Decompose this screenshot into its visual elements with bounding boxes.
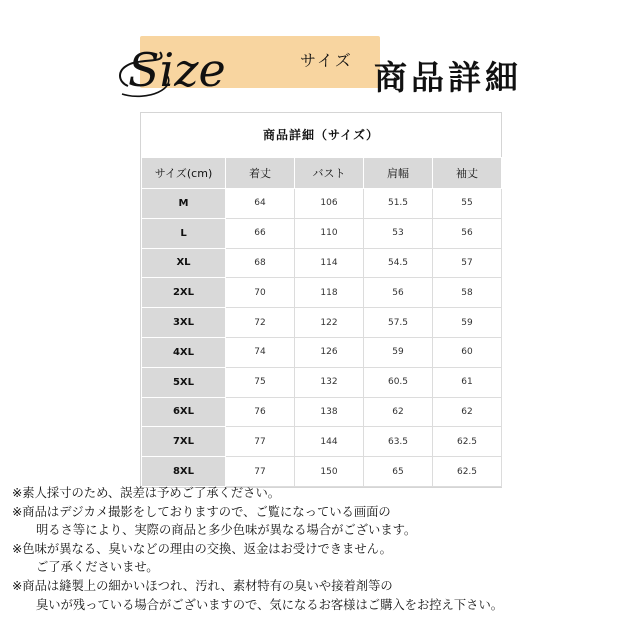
table-row <box>142 308 502 338</box>
sleeve-cell: 58 <box>433 278 502 308</box>
table-row <box>142 189 502 219</box>
note-line: ※素人採寸のため、誤差は予めご了承ください。 <box>12 486 281 500</box>
length-cell: 68 <box>226 248 295 278</box>
length-cell: 66 <box>226 218 295 248</box>
shoulder-cell: 60.5 <box>364 367 433 397</box>
shoulder-cell: 59 <box>364 337 433 367</box>
note-line: ※色味が異なる、臭いなどの理由の交換、返金はお受けできません。 <box>12 541 392 556</box>
column-header-size: サイズ(cm) <box>142 158 226 189</box>
shoulder-cell: 53 <box>364 218 433 248</box>
note-line: ※商品はデジカメ撮影をしておりますので、ご覧になっている画面の <box>12 504 391 519</box>
bust-cell: 144 <box>295 427 364 457</box>
table-row <box>142 427 502 457</box>
bust-cell: 114 <box>295 248 364 278</box>
length-cell: 70 <box>226 278 295 308</box>
shoulder-cell: 57.5 <box>364 308 433 338</box>
sleeve-cell: 55 <box>433 189 502 219</box>
length-cell: 75 <box>226 367 295 397</box>
bust-cell: 118 <box>295 278 364 308</box>
bust-cell: 126 <box>295 337 364 367</box>
note-line: 臭いが残っている場合がございますので、気になるお客様はご購入をお控え下さい。 <box>36 597 504 612</box>
column-header-length: 着丈 <box>226 158 295 189</box>
size-cell: L <box>142 218 226 248</box>
size-kana-label: サイズ <box>300 51 353 70</box>
size-cell: M <box>142 189 226 219</box>
length-cell: 77 <box>226 457 295 487</box>
notes-section <box>12 484 634 614</box>
bust-cell: 110 <box>295 218 364 248</box>
sleeve-cell: 61 <box>433 367 502 397</box>
table-caption: 商品詳細（サイズ） <box>262 128 380 142</box>
table-row <box>142 337 502 367</box>
size-cell: XL <box>142 248 226 278</box>
header <box>0 0 640 115</box>
sleeve-cell: 62 <box>433 397 502 427</box>
sleeve-cell: 62.5 <box>433 427 502 457</box>
table-row <box>142 278 502 308</box>
column-header-sleeve: 袖丈 <box>433 158 502 189</box>
size-cell: 2XL <box>142 278 226 308</box>
shoulder-cell: 65 <box>364 457 433 487</box>
size-table-card <box>140 112 502 488</box>
product-detail-title: 商品詳細 <box>374 58 522 97</box>
size-table <box>141 157 502 487</box>
length-cell: 74 <box>226 337 295 367</box>
sleeve-cell: 62.5 <box>433 457 502 487</box>
shoulder-cell: 51.5 <box>364 189 433 219</box>
size-script-logo <box>108 24 298 108</box>
note-line: 明るさ等により、実際の商品と多少色味が異なる場合がございます。 <box>36 523 417 538</box>
table-header-row <box>142 158 502 189</box>
column-header-bust: バスト <box>295 158 364 189</box>
sleeve-cell: 59 <box>433 308 502 338</box>
bust-cell: 106 <box>295 189 364 219</box>
size-cell: 3XL <box>142 308 226 338</box>
length-cell: 76 <box>226 397 295 427</box>
table-row <box>142 457 502 487</box>
bust-cell: 138 <box>295 397 364 427</box>
note-line: ※商品は縫製上の細かいほつれ、汚れ、素材特有の臭いや接着剤等の <box>12 578 393 593</box>
table-row <box>142 397 502 427</box>
length-cell: 72 <box>226 308 295 338</box>
sleeve-cell: 56 <box>433 218 502 248</box>
length-cell: 64 <box>226 189 295 219</box>
column-header-shoulder: 肩幅 <box>364 158 433 189</box>
note-line: ご了承くださいませ。 <box>36 560 159 575</box>
table-row <box>142 367 502 397</box>
size-cell: 5XL <box>142 367 226 397</box>
bust-cell: 150 <box>295 457 364 487</box>
sleeve-cell: 57 <box>433 248 502 278</box>
shoulder-cell: 62 <box>364 397 433 427</box>
svg-text:Size: Size <box>128 43 226 97</box>
size-cell: 8XL <box>142 457 226 487</box>
shoulder-cell: 54.5 <box>364 248 433 278</box>
table-row <box>142 248 502 278</box>
size-cell: 6XL <box>142 397 226 427</box>
size-cell: 4XL <box>142 337 226 367</box>
length-cell: 77 <box>226 427 295 457</box>
size-cell: 7XL <box>142 427 226 457</box>
shoulder-cell: 63.5 <box>364 427 433 457</box>
bust-cell: 132 <box>295 367 364 397</box>
bust-cell: 122 <box>295 308 364 338</box>
table-row <box>142 218 502 248</box>
shoulder-cell: 56 <box>364 278 433 308</box>
sleeve-cell: 60 <box>433 337 502 367</box>
